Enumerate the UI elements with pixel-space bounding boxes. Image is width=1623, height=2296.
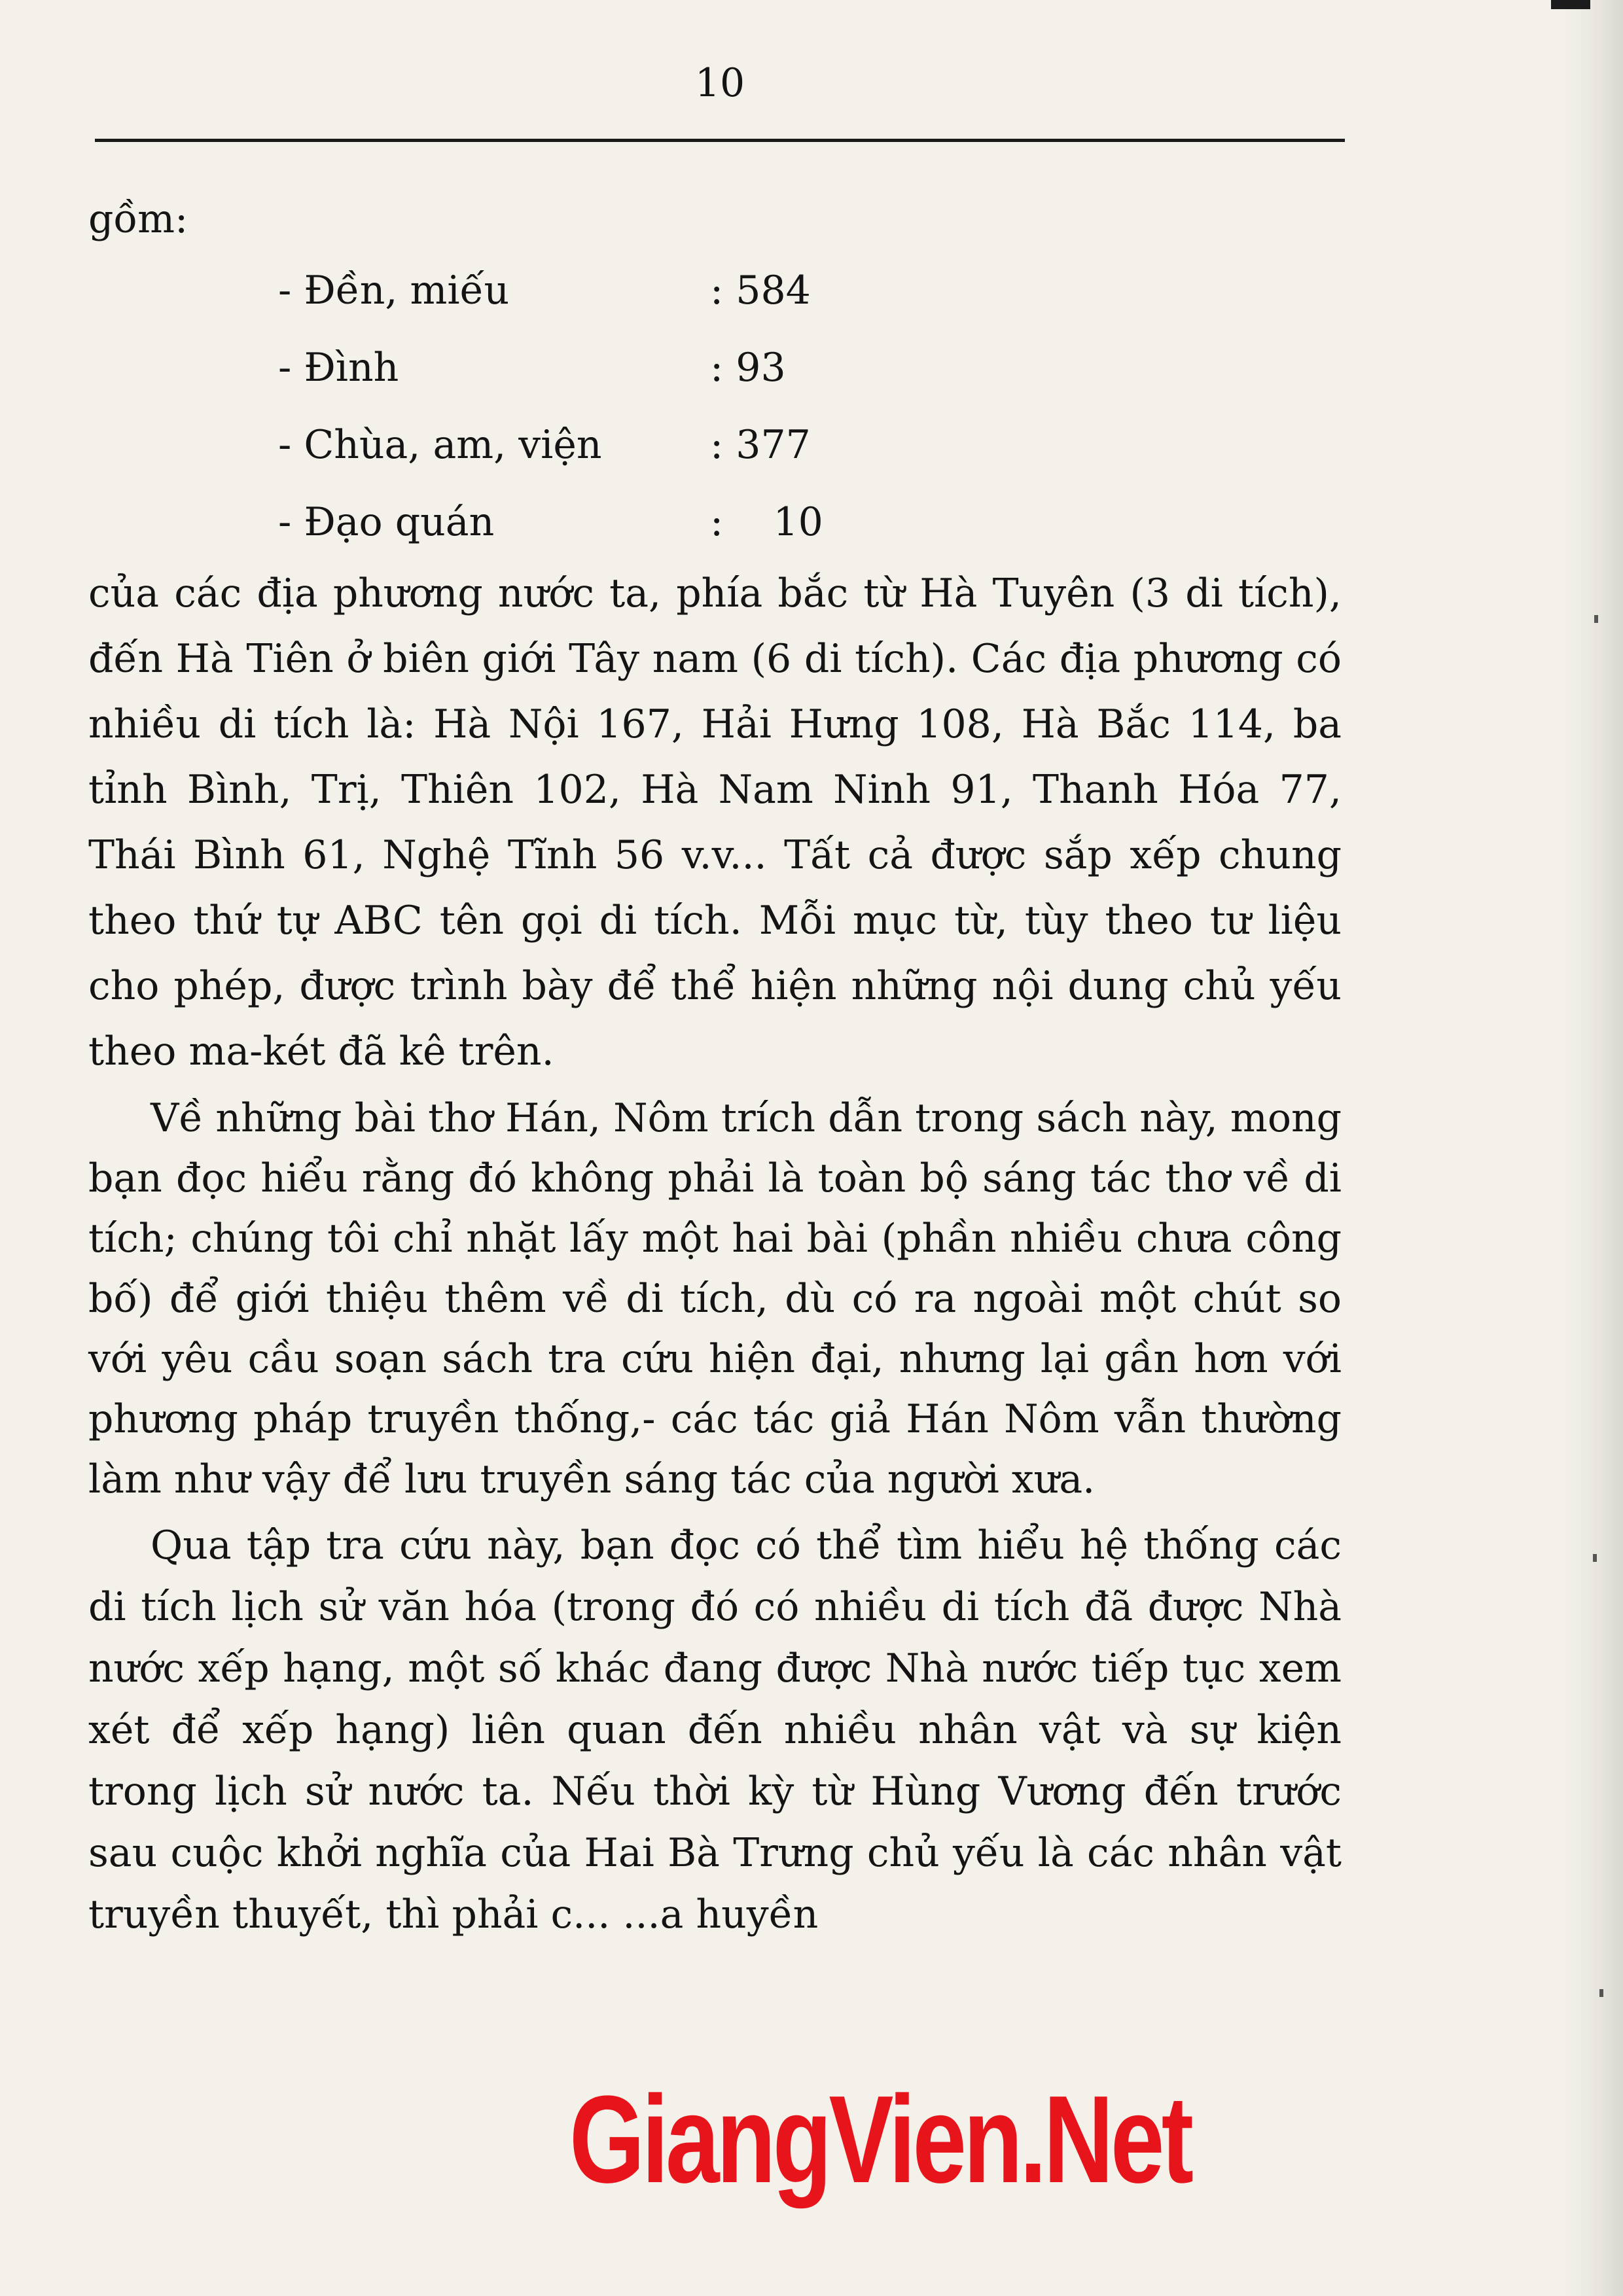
- scan-speck: [1594, 615, 1598, 623]
- stat-value: : 377: [710, 422, 811, 468]
- page-number: 10: [694, 60, 745, 106]
- list-item: [88, 329, 1342, 406]
- page-edge-shadow: [1564, 0, 1623, 2296]
- paragraph-distribution: của các địa phương nước ta, phía bắc từ Hà Tuyên (3 di tích), đến Hà Tiên ở biên giới Tây nam (6 di tích). Các địa phương có nhiều di tích là: Hà Nội 167, Hải Hưng 108, Hà Bắc 114, ba tỉnh Bình, Trị, Thiên 102, Hà Nam Ninh 91, Thanh Hóa 77, Thái Bình 61, Nghệ Tĩnh 56 v.v... Tất cả được sắp xếp chung theo thứ tự ABC tên gọi di tích. Mỗi mục từ, tùy theo tư liệu cho phép, được trình bày để thể hiện những nội dung chủ yếu theo ma-két đã kê trên.: [88, 571, 1342, 1074]
- stat-value: : 93: [710, 345, 786, 391]
- stat-label: - Đạo quán: [278, 499, 495, 545]
- scan-speck: [1599, 1989, 1603, 1997]
- watermark-logo: GiangVien.Net: [569, 2070, 1191, 2209]
- list-item: [88, 484, 1342, 561]
- stat-label: - Đền, miếu: [278, 268, 510, 313]
- monument-count-list: [88, 252, 1342, 561]
- stat-value: : 584: [710, 268, 811, 313]
- stat-label: - Đình: [278, 345, 399, 391]
- list-item: [88, 406, 1342, 484]
- scan-speck: [1593, 1554, 1597, 1562]
- paragraph-poems: Về những bài thơ Hán, Nôm trích dẫn trong sách này, mong bạn đọc hiểu rằng đó không phải là toàn bộ sáng tác thơ về di tích; chúng tôi chỉ nhặt lấy một hai bài (phần nhiều chưa công bố) để giới thiệu thêm về di tích, dù có ra ngoài một chút so với yêu cầu soạn sách tra cứu hiện đại, nhưng lại gần hơn với phương pháp truyền thống,- các tác giả Hán Nôm vẫn thường làm như vậy để lưu truyền sáng tác của người xưa.: [88, 1095, 1342, 1502]
- lead-text: gồm:: [88, 196, 188, 242]
- list-item: [88, 252, 1342, 329]
- stat-value: : 10: [710, 499, 823, 545]
- page-body: [88, 186, 1342, 1945]
- stat-label: - Chùa, am, viện: [278, 422, 602, 468]
- header-rule: [95, 139, 1345, 142]
- corner-scan-mark: [1551, 0, 1590, 9]
- paragraph-usage: Qua tập tra cứu này, bạn đọc có thể tìm hiểu hệ thống các di tích lịch sử văn hóa (trong đó có nhiều di tích đã được Nhà nước xếp hạng, một số khác đang được Nhà nước tiếp tục xem xét để xếp hạng) liên quan đến nhiều nhân vật và sự kiện trong lịch sử nước ta. Nếu thời kỳ từ Hùng Vương đến trước sau cuộc khởi nghĩa của Hai Bà Trưng chủ yếu là các nhân vật truyền thuyết, thì phải c... ...a huyền: [88, 1523, 1342, 1937]
